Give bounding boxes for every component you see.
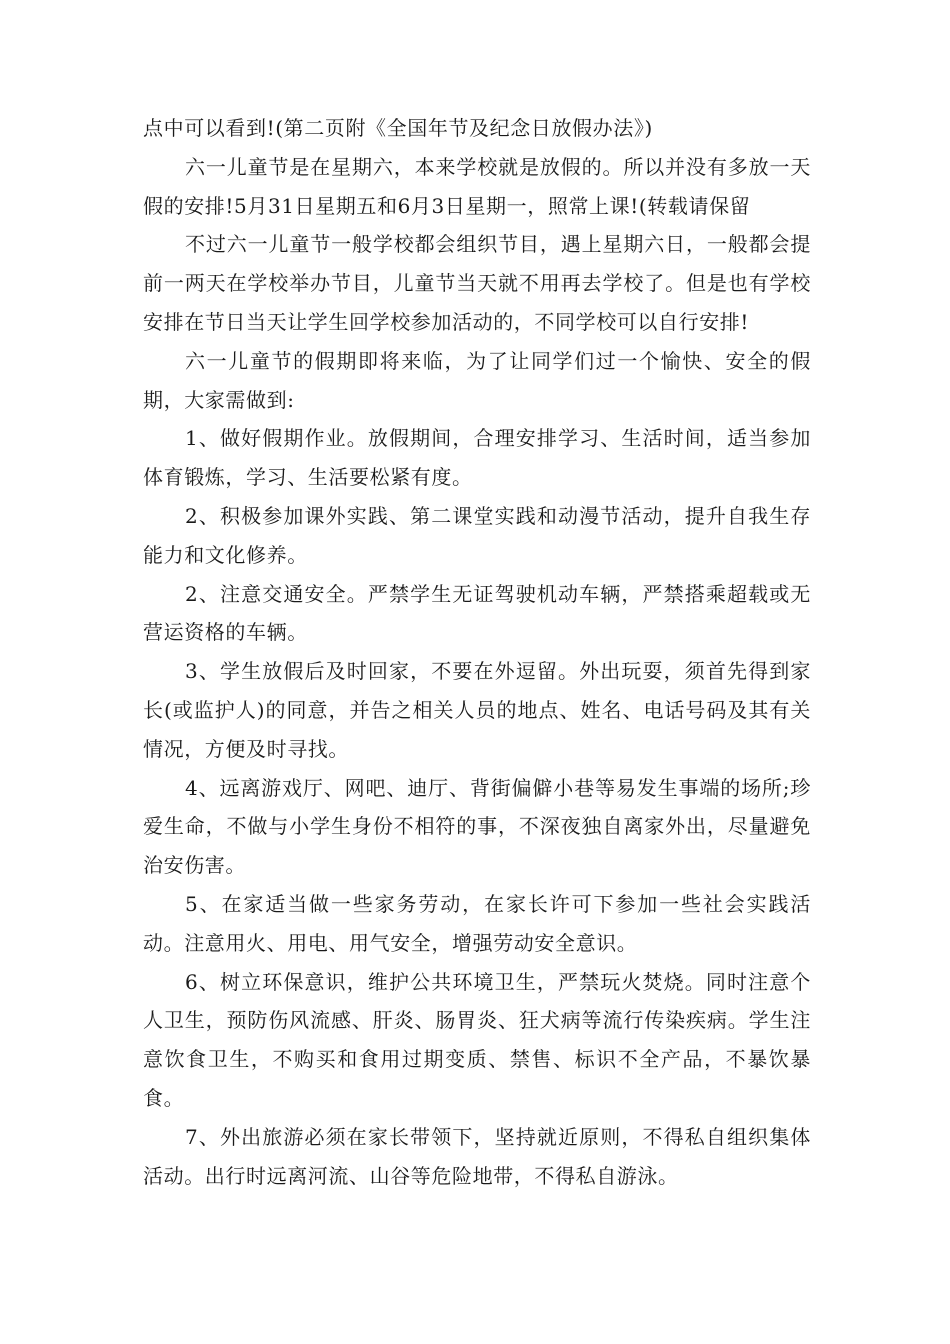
list-item-travel: 7、外出旅游必须在家长带领下，坚持就近原则，不得私自组织集体活动。出行时远离河流、山谷等危险地带，不得私自游泳。 (143, 1124, 811, 1188)
paragraph-continuation: 点中可以看到!(第二页附《全国年节及纪念日放假办法》) (143, 116, 653, 140)
list-item-avoid-places: 4、远离游戏厅、网吧、迪厅、背街偏僻小巷等易发生事端的场所;珍爱生命，不做与小学生身份不相符的事，不深夜独自离家外出，尽量避免治安伤害。 (143, 775, 811, 878)
paragraph-holiday-schedule: 六一儿童节是在星期六，本来学校就是放假的。所以并没有多放一天假的安排!5月31日星期五和6月3日星期一，照常上课!(转载请保留 (143, 154, 811, 218)
list-item-housework: 5、在家适当做一些家务劳动，在家长许可下参加一些社会实践活动。注意用火、用电、用气安全，增强劳动安全意识。 (143, 891, 811, 955)
document-body (143, 109, 811, 1195)
list-item-go-home: 3、学生放假后及时回家，不要在外逗留。外出玩耍，须首先得到家长(或监护人)的同意，并告之相关人员的地点、姓名、电话号码及其有关情况，方便及时寻找。 (143, 659, 811, 761)
paragraph-safety-intro: 六一儿童节的假期即将来临，为了让同学们过一个愉快、安全的假期，大家需做到: (143, 348, 811, 412)
list-item-hygiene: 6、树立环保意识，维护公共环境卫生，严禁玩火焚烧。同时注意个人卫生，预防伤风流感、肝炎、肠胃炎、狂犬病等流行传染疾病。学生注意饮食卫生，不购买和食用过期变质、禁售、标识不全产品，不暴饮暴食。 (143, 969, 811, 1110)
list-item-homework: 1、做好假期作业。放假期间，合理安排学习、生活时间，适当参加体育锻炼，学习、生活要松紧有度。 (143, 426, 811, 490)
list-item-traffic-safety: 2、注意交通安全。严禁学生无证驾驶机动车辆，严禁搭乘超载或无营运资格的车辆。 (143, 581, 811, 645)
paragraph-school-events: 不过六一儿童节一般学校都会组织节目，遇上星期六日，一般都会提前一两天在学校举办节目，儿童节当天就不用再去学校了。但是也有学校安排在节日当天让学生回学校参加活动的，不同学校可以自行安排! (143, 232, 811, 334)
list-item-practice: 2、积极参加课外实践、第二课堂实践和动漫节活动，提升自我生存能力和文化修养。 (143, 503, 811, 567)
